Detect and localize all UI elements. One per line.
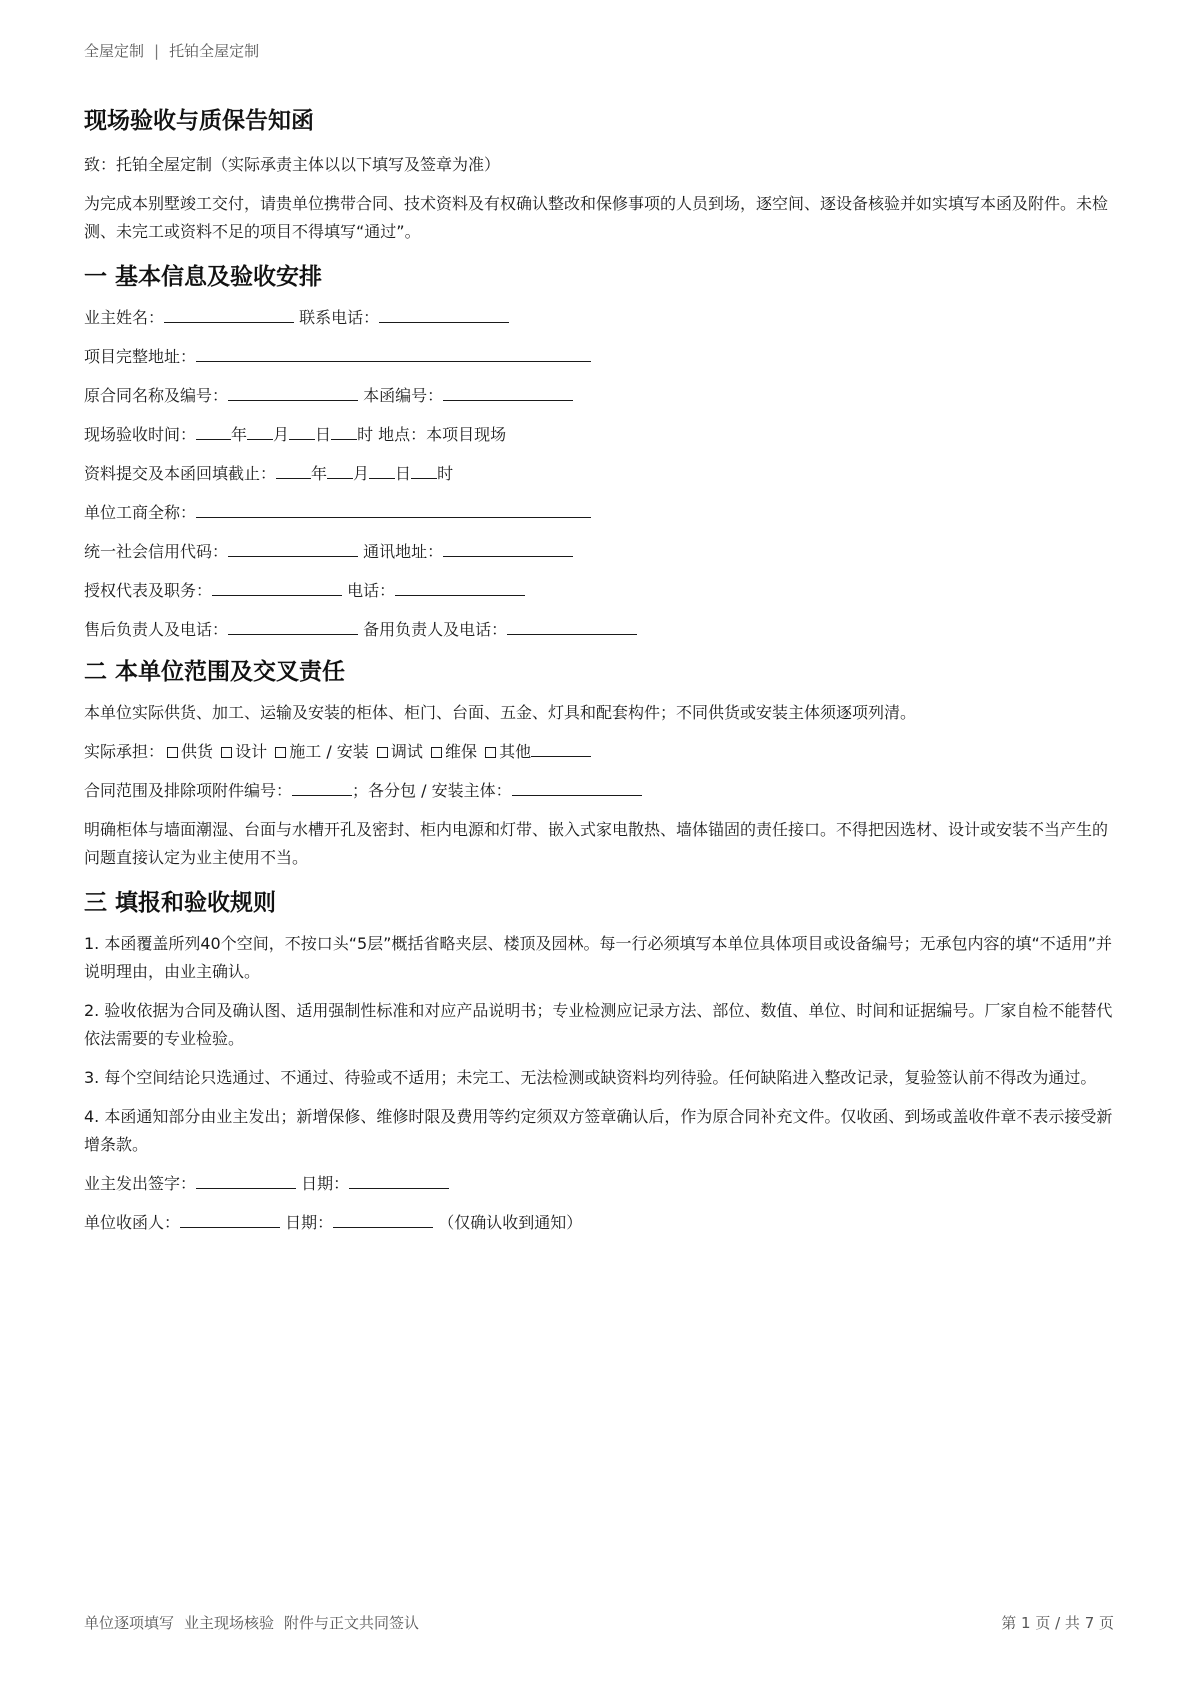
footer-notes (84, 1612, 1114, 1633)
year-field[interactable] (196, 421, 231, 440)
rep-position-field[interactable] (212, 577, 342, 596)
project-address-field[interactable] (196, 343, 591, 362)
header-company: 托铂全屋定制 (169, 42, 260, 60)
receiver-date-field[interactable] (333, 1209, 433, 1228)
role-checkbox[interactable] (275, 747, 286, 758)
location-text: 地点：本项目现场 (378, 425, 507, 444)
company-name-field[interactable] (196, 499, 591, 518)
roles-label: 实际承担： (84, 742, 165, 761)
role-checkbox[interactable] (431, 747, 442, 758)
section3-heading: 三 填报和验收规则 (84, 890, 277, 916)
document-body (84, 104, 1114, 1248)
day-label: 日 (315, 425, 332, 444)
role-label: 施工 / 安装 (289, 742, 369, 761)
rule-item: 1. 本函覆盖所列40个空间，不按口头“5层”概括省略夹层、楼顶及园林。每一行必须填写本单位具体项目或设备编号；无承包内容的填“不适用”并说明理由，由业主确认。 (84, 934, 1113, 981)
footer-item: 单位逐项填写 (84, 1614, 175, 1632)
day-field[interactable] (289, 421, 315, 440)
representative-row (84, 577, 1114, 605)
address-row (84, 343, 1114, 371)
letter-no-label: 本函编号： (363, 386, 444, 405)
backup-label: 备用负责人及电话： (363, 620, 508, 639)
deadline-year-field[interactable] (276, 460, 311, 479)
running-footer (84, 1612, 1114, 1633)
subcontract-field[interactable] (512, 777, 642, 796)
month-field[interactable] (247, 421, 273, 440)
role-label: 设计 (235, 742, 268, 761)
section1-heading: 一 基本信息及验收安排 (84, 264, 323, 290)
deadline-month-field[interactable] (327, 460, 353, 479)
rule-item: 2. 验收依据为合同及确认图、适用强制性标准和对应产品说明书；专业检测应记录方法、部位、数值、单位、时间和证据编号。厂家自检不能替代依法需要的专业检验。 (84, 1001, 1113, 1048)
deadline-hour-field[interactable] (411, 460, 437, 479)
receiver-field[interactable] (180, 1209, 280, 1228)
interfaces-paragraph: 明确柜体与墙面潮湿、台面与水槽开孔及密封、柜内电源和灯带、嵌入式家电散热、墙体锚固的责任接口。不得把因选材、设计或安装不当产生的问题直接认定为业主使用不当。 (84, 820, 1109, 867)
aftersale-label: 售后负责人及电话： (84, 620, 229, 639)
other-role-field[interactable] (531, 738, 591, 757)
owner-date-field[interactable] (349, 1170, 449, 1189)
credit-code-row (84, 538, 1114, 566)
contract-scope-label: 合同范围及排除项附件编号： (84, 781, 293, 800)
rule-item: 3. 每个空间结论只选通过、不通过、待验或不适用；未完工、无法检测或缺资料均列待验。任何缺陷进入整改记录，复验签认前不得改为通过。 (84, 1068, 1097, 1087)
owner-row (84, 304, 1114, 332)
role-label: 其他 (499, 742, 532, 761)
deadline-hour-label: 时 (437, 464, 454, 483)
contact-phone-label: 联系电话： (299, 308, 380, 327)
addressee: 致：托铂全屋定制（实际承责主体以以下填写及签章为准） (84, 155, 501, 174)
owner-name-field[interactable] (164, 304, 294, 323)
role-label: 调试 (390, 742, 423, 761)
subcontract-label: ；各分包 / 安装主体： (352, 781, 512, 800)
scope-paragraph: 本单位实际供货、加工、运输及安装的柜体、柜门、台面、五金、灯具和配套构件；不同供货或安装主体须逐项列清。 (84, 703, 917, 722)
intro-paragraph: 为完成本别墅竣工交付，请贵单位携带合同、技术资料及有权确认整改和保修事项的人员到场，逐空间、逐设备核验并如实填写本函及附件。未检测、未完工或资料不足的项目不得填写“通过”。 (84, 194, 1109, 241)
contract-scope-row (84, 777, 1114, 805)
hour-label: 时 (357, 425, 374, 444)
receipt-note: （仅确认收到通知） (438, 1213, 583, 1232)
role-label: 维保 (445, 742, 478, 761)
inspection-time-row (84, 421, 1114, 449)
deadline-year-label: 年 (311, 464, 328, 483)
deadline-label: 资料提交及本函回填截止： (84, 464, 277, 483)
footer-item: 业主现场核验 (184, 1614, 275, 1632)
owner-sign-field[interactable] (196, 1170, 296, 1189)
section2-heading: 二 本单位范围及交叉责任 (84, 659, 346, 685)
document-page (84, 0, 1114, 1684)
role-checkbox[interactable] (221, 747, 232, 758)
mailing-address-label: 通讯地址： (363, 542, 444, 561)
rule-item: 4. 本函通知部分由业主发出；新增保修、维修时限及费用等约定须双方签章确认后，作为原合同补充文件。仅收函、到场或盖收件章不表示接受新增条款。 (84, 1107, 1113, 1154)
receiver-row (84, 1209, 1114, 1237)
document-title: 现场验收与质保告知函 (84, 108, 314, 134)
role-checkbox[interactable] (485, 747, 496, 758)
page-number: 第 1 页 / 共 7 页 (1001, 1614, 1114, 1632)
owner-sign-label: 业主发出签字： (84, 1174, 197, 1193)
owner-name-label: 业主姓名： (84, 308, 165, 327)
year-label: 年 (231, 425, 248, 444)
project-address-label: 项目完整地址： (84, 347, 197, 366)
inspection-time-label: 现场验收时间： (84, 425, 197, 444)
deadline-row (84, 460, 1114, 488)
deadline-day-field[interactable] (369, 460, 395, 479)
company-name-label: 单位工商全称： (84, 503, 197, 522)
roles-row (84, 738, 1114, 766)
credit-code-field[interactable] (228, 538, 358, 557)
contract-row (84, 382, 1114, 410)
rep-position-label: 授权代表及职务： (84, 581, 213, 600)
letter-no-field[interactable] (443, 382, 573, 401)
contract-name-field[interactable] (228, 382, 358, 401)
aftersale-field[interactable] (228, 616, 358, 635)
receiver-date-label: 日期： (285, 1213, 334, 1232)
company-name-row (84, 499, 1114, 527)
role-label: 供货 (181, 742, 214, 761)
deadline-day-label: 日 (395, 464, 412, 483)
phone-label: 电话： (347, 581, 396, 600)
contract-scope-field[interactable] (292, 777, 352, 796)
footer-item: 附件与正文共同签认 (284, 1614, 420, 1632)
running-header (84, 40, 259, 61)
contact-phone-field[interactable] (379, 304, 509, 323)
header-separator: | (154, 42, 160, 60)
aftersale-row (84, 616, 1114, 644)
header-brand: 全屋定制 (84, 42, 145, 60)
mailing-address-field[interactable] (443, 538, 573, 557)
contract-name-label: 原合同名称及编号： (84, 386, 229, 405)
hour-field[interactable] (331, 421, 357, 440)
backup-field[interactable] (507, 616, 637, 635)
owner-date-label: 日期： (301, 1174, 350, 1193)
deadline-month-label: 月 (353, 464, 370, 483)
role-checkbox[interactable] (167, 747, 178, 758)
role-checkbox[interactable] (377, 747, 388, 758)
owner-sign-row (84, 1170, 1114, 1198)
receiver-label: 单位收函人： (84, 1213, 181, 1232)
credit-code-label: 统一社会信用代码： (84, 542, 229, 561)
phone-field[interactable] (395, 577, 525, 596)
month-label: 月 (273, 425, 290, 444)
